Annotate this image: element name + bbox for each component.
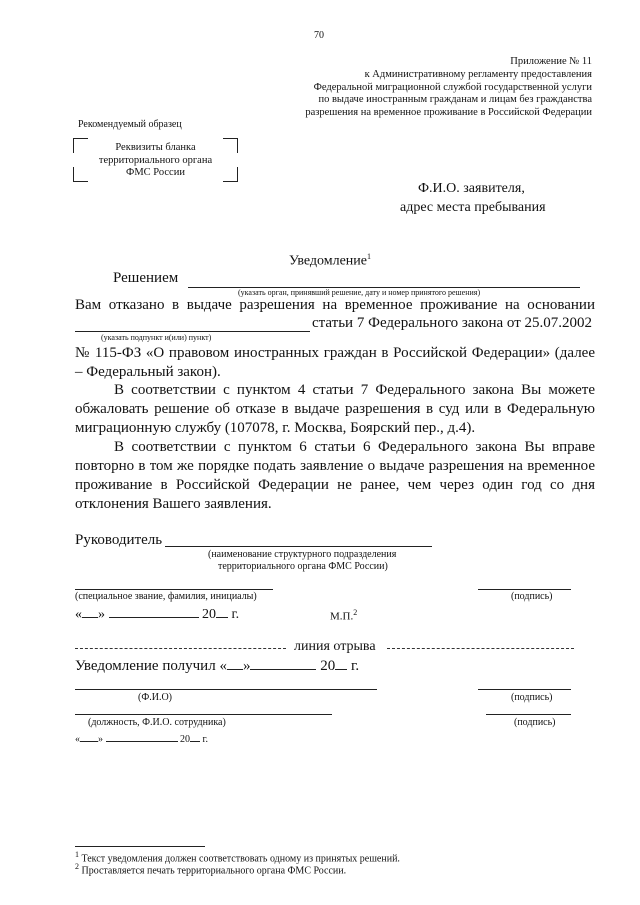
footnote-separator bbox=[75, 846, 205, 847]
year-blank[interactable] bbox=[216, 605, 228, 618]
received-year-prefix: 20 bbox=[320, 658, 336, 674]
received-day-blank[interactable] bbox=[227, 657, 243, 670]
officer-year-prefix: 20 bbox=[180, 734, 190, 745]
refused-text: Вам отказано в выдаче разрешения на временное проживание на основании bbox=[75, 297, 595, 313]
footnote-1-mark: 1 bbox=[75, 850, 79, 859]
tear-dashes-left bbox=[75, 648, 286, 649]
requisites-line: Реквизиты бланка bbox=[115, 142, 196, 153]
officer-date-close: » bbox=[98, 734, 103, 745]
requisites-box bbox=[73, 138, 238, 182]
document-title bbox=[289, 252, 371, 270]
month-blank[interactable] bbox=[109, 605, 199, 618]
officer-date bbox=[75, 732, 208, 745]
reapply-paragraph: В соответствии с пунктом 6 статьи 6 Федерального закона Вы вправе повторно в том же порядке подать заявление о выдаче разрешения на временное проживание в Российской Федерации не ранее, чем через один год со дня отклонения Вашего заявления. bbox=[75, 439, 595, 512]
appendix-line: к Административному регламенту предоставления bbox=[364, 68, 592, 80]
year-suffix: г. bbox=[231, 607, 240, 622]
rank-blank-line[interactable] bbox=[75, 589, 273, 590]
article-blank-line[interactable] bbox=[75, 331, 310, 332]
footnote-2-mark: 2 bbox=[75, 862, 79, 871]
article-hint: (указать подпункт и(или) пункт) bbox=[101, 333, 212, 342]
day-blank[interactable] bbox=[82, 605, 98, 618]
fio-hint: (Ф.И.О) bbox=[138, 692, 173, 703]
appeal-paragraph: В соответствии с пунктом 4 статьи 7 Федерального закона Вы можете обжаловать решение об отказе в выдаче разрешения в суд или в Федеральную миграционную службу (107078, г. Москва, Боярский пер., д.4). bbox=[75, 382, 595, 436]
appendix-line: Приложение № 11 bbox=[510, 56, 592, 67]
appendix-line: по выдаче иностранным гражданам и лицам без гражданства bbox=[318, 94, 592, 106]
appendix-line: разрешения на временное проживание в Российской Федерации bbox=[305, 107, 592, 119]
received-close-quote: » bbox=[242, 658, 251, 674]
received-label: Уведомление получил « bbox=[75, 658, 227, 674]
decision-label: Решением bbox=[113, 270, 179, 286]
received-sign-hint: (подпись) bbox=[511, 692, 553, 703]
officer-day-blank[interactable] bbox=[80, 732, 98, 742]
head-hint-2: территориального органа ФМС России) bbox=[218, 561, 388, 572]
date-open-quote: « bbox=[75, 607, 82, 622]
head-sign-hint: (подпись) bbox=[511, 591, 553, 602]
date-close-quote: » bbox=[98, 607, 105, 622]
footnote-1-text: Текст уведомления должен соответствовать одному из принятых решений. bbox=[81, 853, 400, 865]
officer-year-suffix: г. bbox=[202, 734, 208, 745]
stamp-text: М.П. bbox=[330, 610, 354, 623]
received-sign-line[interactable] bbox=[478, 689, 571, 690]
appendix-line: Федеральной миграционной службой государственной услуги bbox=[313, 81, 592, 93]
stamp-footnote-mark: 2 bbox=[353, 608, 358, 617]
requisites-line: ФМС России bbox=[126, 167, 185, 178]
title-text: Уведомление bbox=[289, 253, 368, 269]
officer-sign-hint: (подпись) bbox=[514, 717, 556, 728]
law-paragraph: № 115-ФЗ «О правовом иностранных граждан в Российской Федерации» (далее – Федеральный закон). bbox=[75, 345, 595, 380]
head-label: Руководитель bbox=[75, 532, 163, 548]
officer-year-blank[interactable] bbox=[190, 732, 200, 742]
head-date bbox=[75, 605, 239, 623]
addressee-address: адрес места пребывания bbox=[400, 200, 546, 215]
received-line bbox=[75, 657, 359, 675]
officer-date-open: « bbox=[75, 734, 80, 745]
article-text: статьи 7 Федерального закона от 25.07.2002 bbox=[312, 315, 593, 331]
fio-blank-line[interactable] bbox=[75, 689, 377, 690]
position-blank-line[interactable] bbox=[75, 714, 332, 715]
addressee-name: Ф.И.О. заявителя, bbox=[418, 181, 525, 196]
head-hint-1: (наименование структурного подразделения bbox=[208, 549, 397, 560]
received-month-blank[interactable] bbox=[250, 657, 316, 670]
footnote-2 bbox=[75, 862, 346, 876]
head-blank-line[interactable] bbox=[165, 546, 432, 547]
rank-hint: (специальное звание, фамилия, инициалы) bbox=[75, 591, 257, 602]
officer-month-blank[interactable] bbox=[106, 732, 178, 742]
officer-sign-line[interactable] bbox=[486, 714, 571, 715]
received-year-suffix: г. bbox=[350, 658, 360, 674]
decision-hint: (указать орган, принявший решение, дату и номер принятого решения) bbox=[238, 288, 481, 297]
received-year-blank[interactable] bbox=[335, 657, 347, 670]
head-sign-line[interactable] bbox=[478, 589, 571, 590]
tear-dashes-right bbox=[387, 648, 574, 649]
position-hint: (должность, Ф.И.О. сотрудника) bbox=[88, 717, 226, 728]
stamp-label bbox=[330, 608, 357, 623]
page-number: 70 bbox=[314, 30, 324, 41]
requisites-line: территориального органа bbox=[98, 154, 213, 166]
tear-line-label: линия отрыва bbox=[294, 639, 376, 654]
footnote-2-text: Проставляется печать территориального органа ФМС России. bbox=[81, 865, 347, 877]
recommended-sample: Рекомендуемый образец bbox=[78, 119, 182, 130]
year-prefix: 20 bbox=[202, 607, 216, 622]
title-footnote-mark: 1 bbox=[367, 252, 372, 261]
appendix-block bbox=[272, 56, 592, 120]
